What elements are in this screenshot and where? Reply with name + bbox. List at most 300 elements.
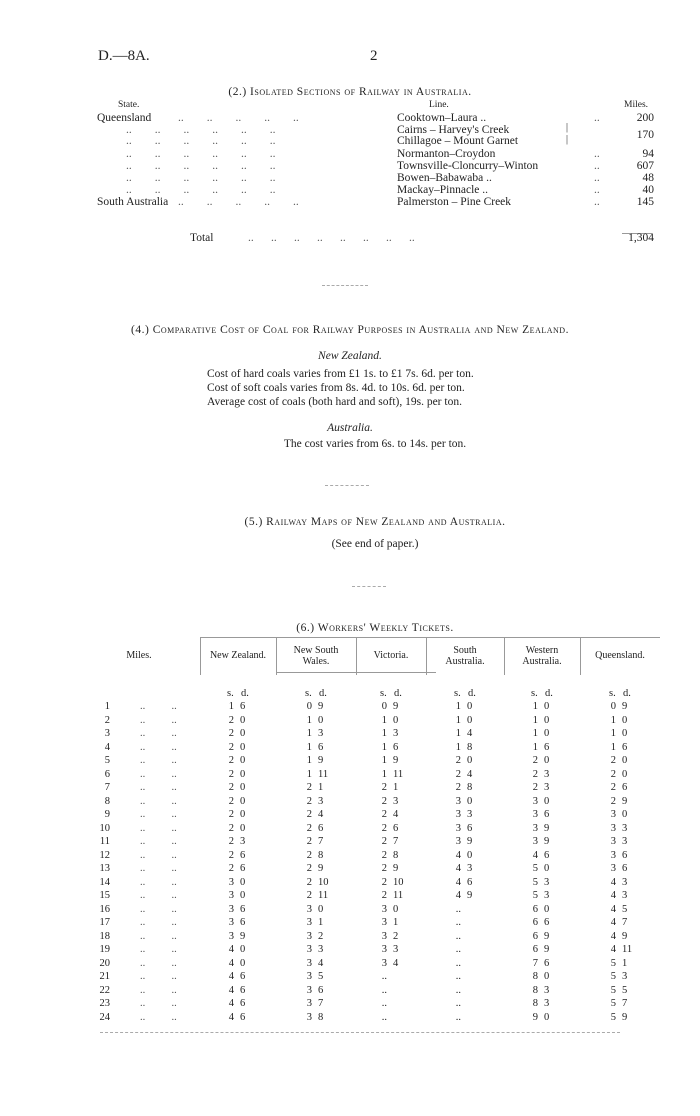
cell-pence: 9: [318, 755, 324, 766]
cell-pence: 0: [544, 715, 550, 726]
unit-pence: d.: [394, 688, 402, 699]
row-leader: .. .. .. .. ..: [178, 112, 299, 124]
cell-pence: 7: [622, 917, 628, 928]
total-leader: .. .. .. .. .. .. .. ..: [248, 232, 415, 244]
cell-pence: 0: [544, 971, 550, 982]
cell-pence: 8: [318, 1012, 324, 1023]
cell-shillings: 3: [532, 809, 538, 820]
row-miles: 94: [642, 148, 654, 160]
cell-shillings: ..: [381, 985, 387, 996]
row-miles: 1: [104, 701, 110, 712]
row-miles: 14: [99, 877, 110, 888]
cell-shillings: 3: [306, 958, 312, 969]
cell-shillings: 4: [610, 944, 616, 955]
cell-pence: 11: [318, 769, 329, 780]
cell-pence: 3: [544, 998, 550, 1009]
cell-shillings: 3: [381, 917, 387, 928]
cell-shillings: 3: [306, 971, 312, 982]
row-leader: .. ..: [140, 904, 177, 915]
cell-shillings: 2: [228, 823, 234, 834]
row-miles: 48: [642, 172, 654, 184]
row-state: South Australia: [97, 196, 169, 208]
row-leader: ..: [594, 196, 600, 208]
cell-pence: 9: [393, 755, 399, 766]
cell-pence: 0: [240, 890, 246, 901]
row-miles: 145: [636, 196, 654, 208]
cell-shillings: 3: [306, 985, 312, 996]
cell-pence: 0: [393, 715, 399, 726]
cell-pence: 0: [240, 769, 246, 780]
cell-pence: 11: [393, 769, 404, 780]
cell-pence: 6: [467, 823, 473, 834]
cell-pence: 3: [393, 796, 399, 807]
row-leader: .. ..: [140, 985, 177, 996]
cell-pence: 3: [393, 944, 399, 955]
cell-shillings: 2: [381, 836, 387, 847]
row-leader: .. .. .. .. .. ..: [126, 172, 276, 184]
ticket-col-header: Western Australia.: [522, 645, 562, 667]
cell-shillings: 9: [532, 1012, 538, 1023]
cell-shillings: 4: [228, 1012, 234, 1023]
cell-shillings: 2: [381, 877, 387, 888]
row-leader: ..: [594, 112, 600, 124]
unit-pence: d.: [468, 688, 476, 699]
row-leader: ..: [594, 160, 600, 172]
cell-pence: 9: [393, 863, 399, 874]
cell-shillings: ..: [455, 958, 461, 969]
cell-shillings: 3: [381, 931, 387, 942]
cell-shillings: 2: [381, 863, 387, 874]
cell-shillings: 2: [228, 769, 234, 780]
cell-pence: 2: [393, 931, 399, 942]
cell-shillings: 8: [532, 971, 538, 982]
cell-shillings: 8: [532, 985, 538, 996]
cell-pence: 3: [318, 944, 324, 955]
cell-shillings: 1: [532, 715, 538, 726]
isolated-sections-title: (2.) Isolated Sections of Railway in Australia.: [228, 86, 472, 98]
cell-shillings: 2: [228, 755, 234, 766]
cell-pence: 5: [622, 904, 628, 915]
cell-shillings: 3: [381, 904, 387, 915]
unit-pence: d.: [319, 688, 327, 699]
unit-shillings: s.: [531, 688, 538, 699]
cell-shillings: 1: [381, 728, 387, 739]
cell-pence: 3: [240, 836, 246, 847]
row-leader: .. ..: [140, 863, 177, 874]
cell-shillings: 3: [306, 931, 312, 942]
row-line: Cairns – Harvey's Creek: [397, 124, 510, 136]
cell-shillings: 2: [228, 728, 234, 739]
cell-shillings: 1: [455, 701, 461, 712]
row-leader: ..: [594, 172, 600, 184]
row-leader: .. ..: [140, 931, 177, 942]
cell-pence: 6: [240, 985, 246, 996]
cell-pence: 6: [544, 742, 550, 753]
cell-shillings: 3: [455, 823, 461, 834]
cell-shillings: 1: [381, 755, 387, 766]
unit-shillings: s.: [305, 688, 312, 699]
cell-pence: 3: [622, 877, 628, 888]
cell-pence: 0: [544, 755, 550, 766]
row-miles: 19: [99, 944, 110, 955]
cell-pence: 9: [467, 890, 473, 901]
cell-shillings: 3: [455, 796, 461, 807]
page-number: 2: [370, 48, 378, 64]
cell-shillings: 2: [381, 782, 387, 793]
unit-shillings: s.: [609, 688, 616, 699]
cell-shillings: 1: [610, 742, 616, 753]
cell-shillings: 2: [306, 850, 312, 861]
row-line: Townsville-Cloncurry–Winton: [397, 160, 539, 172]
cell-pence: 6: [240, 998, 246, 1009]
ticket-col-header: Victoria.: [373, 650, 409, 661]
row-leader: .. ..: [140, 890, 177, 901]
table-bottom-rule: [100, 1032, 620, 1033]
cell-shillings: 4: [228, 985, 234, 996]
railway-maps-note: (See end of paper.): [331, 538, 419, 550]
cell-shillings: 2: [610, 769, 616, 780]
cell-shillings: 2: [610, 796, 616, 807]
cell-pence: 7: [393, 836, 399, 847]
cell-shillings: 4: [455, 890, 461, 901]
unit-shillings: s.: [380, 688, 387, 699]
cell-pence: 0: [240, 877, 246, 888]
row-miles: 16: [99, 904, 110, 915]
cell-shillings: 1: [532, 742, 538, 753]
cell-shillings: 6: [532, 931, 538, 942]
cell-shillings: ..: [455, 904, 461, 915]
row-line: Cooktown–Laura ..: [397, 112, 487, 124]
australia-coal-cost: The cost varies from 6s. to 14s. per ton.: [283, 438, 467, 450]
cell-shillings: 3: [610, 823, 616, 834]
cell-pence: 4: [393, 958, 399, 969]
row-leader: .. .. .. .. .. ..: [126, 124, 276, 136]
cell-shillings: 1: [455, 728, 461, 739]
cell-shillings: 4: [455, 850, 461, 861]
cell-shillings: 2: [455, 782, 461, 793]
cell-shillings: 2: [228, 836, 234, 847]
row-miles: 3: [104, 728, 110, 739]
cell-pence: 10: [318, 877, 329, 888]
cell-pence: 0: [622, 728, 628, 739]
cell-pence: 9: [544, 931, 550, 942]
row-miles: 22: [99, 985, 110, 996]
cell-pence: 7: [318, 836, 324, 847]
cell-shillings: 3: [610, 850, 616, 861]
cell-pence: 0: [467, 755, 473, 766]
cell-pence: 3: [544, 890, 550, 901]
cell-pence: 0: [622, 755, 628, 766]
cell-shillings: 3: [228, 877, 234, 888]
cell-pence: 5: [622, 985, 628, 996]
cell-pence: 1: [393, 782, 399, 793]
cell-shillings: 2: [532, 782, 538, 793]
cell-pence: 6: [622, 782, 628, 793]
table-top-rule: [200, 637, 660, 638]
cell-shillings: 2: [610, 782, 616, 793]
col-miles: Miles.: [126, 650, 152, 661]
cell-pence: 0: [544, 701, 550, 712]
cell-pence: 1: [622, 958, 628, 969]
cell-pence: 7: [318, 998, 324, 1009]
row-leader: .. ..: [140, 701, 177, 712]
cell-pence: 11: [318, 890, 329, 901]
cell-pence: 0: [240, 823, 246, 834]
row-miles: 21: [99, 971, 110, 982]
cell-pence: 9: [544, 823, 550, 834]
ticket-col-header: New South Wales.: [293, 645, 339, 667]
row-miles: 5: [104, 755, 110, 766]
row-leader: .. ..: [140, 850, 177, 861]
cell-shillings: 5: [610, 958, 616, 969]
row-leader: .. ..: [140, 998, 177, 1009]
cell-pence: 6: [240, 1012, 246, 1023]
cell-shillings: 3: [610, 863, 616, 874]
cell-shillings: 1: [381, 769, 387, 780]
cell-shillings: 2: [610, 755, 616, 766]
cell-pence: 9: [240, 931, 246, 942]
cell-pence: 1: [393, 917, 399, 928]
row-miles: 11: [99, 836, 110, 847]
row-miles: 2: [104, 715, 110, 726]
cell-shillings: 1: [610, 715, 616, 726]
cell-pence: 6: [318, 985, 324, 996]
cell-shillings: 1: [306, 728, 312, 739]
cell-shillings: 3: [610, 809, 616, 820]
cell-pence: 0: [544, 728, 550, 739]
cell-pence: 9: [544, 944, 550, 955]
cell-shillings: 3: [532, 796, 538, 807]
row-miles: 4: [104, 742, 110, 753]
cell-shillings: 2: [228, 742, 234, 753]
row-leader: .. ..: [140, 728, 177, 739]
cell-pence: 8: [318, 850, 324, 861]
cell-pence: 6: [240, 701, 246, 712]
row-leader: .. ..: [140, 796, 177, 807]
cell-pence: 6: [240, 863, 246, 874]
cell-shillings: 1: [381, 742, 387, 753]
cell-shillings: 2: [228, 850, 234, 861]
cell-shillings: 3: [381, 944, 387, 955]
cell-pence: 0: [240, 782, 246, 793]
cell-shillings: ..: [455, 931, 461, 942]
cell-shillings: 4: [610, 877, 616, 888]
cell-shillings: 4: [532, 850, 538, 861]
bracket: | |: [566, 122, 569, 145]
cell-pence: 0: [240, 755, 246, 766]
row-miles: 13: [99, 863, 110, 874]
cell-pence: 0: [622, 809, 628, 820]
cell-shillings: ..: [455, 917, 461, 928]
cell-pence: 0: [240, 742, 246, 753]
section-separator: [325, 485, 369, 486]
cell-pence: 6: [393, 823, 399, 834]
row-miles: 24: [99, 1012, 110, 1023]
cell-shillings: 3: [455, 809, 461, 820]
cell-pence: 0: [240, 958, 246, 969]
cell-pence: 9: [622, 701, 628, 712]
cell-pence: 6: [318, 742, 324, 753]
ticket-col-header: South Australia.: [445, 645, 485, 667]
document-reference: D.—8A.: [98, 48, 150, 64]
cell-shillings: 2: [381, 850, 387, 861]
cell-pence: 0: [544, 1012, 550, 1023]
cell-pence: 1: [318, 917, 324, 928]
cell-pence: 8: [467, 742, 473, 753]
ticket-col-header: New Zealand.: [209, 650, 267, 661]
cell-shillings: 2: [455, 769, 461, 780]
row-miles: 9: [104, 809, 110, 820]
row-leader: .. ..: [140, 755, 177, 766]
cell-pence: 6: [240, 904, 246, 915]
total-label: Total: [190, 232, 214, 244]
unit-shillings: s.: [227, 688, 234, 699]
cell-shillings: 0: [381, 701, 387, 712]
col-line-header: Line.: [429, 100, 449, 110]
cell-shillings: ..: [455, 971, 461, 982]
cell-pence: 6: [240, 917, 246, 928]
cell-shillings: 2: [381, 823, 387, 834]
nz-heading: New Zealand.: [318, 350, 382, 362]
cell-pence: 8: [393, 850, 399, 861]
cell-shillings: 4: [228, 998, 234, 1009]
cell-pence: 2: [318, 931, 324, 942]
cell-pence: 0: [240, 728, 246, 739]
cell-pence: 9: [318, 863, 324, 874]
cell-shillings: 5: [610, 985, 616, 996]
cell-pence: 0: [467, 850, 473, 861]
cell-shillings: 6: [532, 904, 538, 915]
section-separator: [352, 586, 386, 587]
cell-shillings: 2: [381, 890, 387, 901]
cell-pence: 6: [544, 917, 550, 928]
cell-pence: 9: [622, 931, 628, 942]
cell-shillings: 2: [306, 796, 312, 807]
row-leader: .. .. .. .. .. ..: [126, 148, 276, 160]
row-leader: .. ..: [140, 715, 177, 726]
cell-pence: 6: [622, 742, 628, 753]
col-miles-header: Miles.: [624, 100, 649, 110]
row-miles: 23: [99, 998, 110, 1009]
cell-shillings: 3: [455, 836, 461, 847]
cell-shillings: 0: [306, 701, 312, 712]
cell-pence: 9: [622, 1012, 628, 1023]
row-miles: 15: [99, 890, 110, 901]
row-leader: .. ..: [140, 809, 177, 820]
cell-pence: 6: [544, 958, 550, 969]
unit-shillings: s.: [454, 688, 461, 699]
cell-pence: 4: [467, 728, 473, 739]
section-separator: [322, 285, 368, 286]
cell-pence: 0: [622, 769, 628, 780]
cell-pence: 3: [622, 823, 628, 834]
cell-pence: 0: [544, 863, 550, 874]
cell-shillings: 2: [306, 782, 312, 793]
cell-pence: 1: [318, 782, 324, 793]
cell-shillings: ..: [455, 998, 461, 1009]
unit-pence: d.: [545, 688, 553, 699]
cell-shillings: 3: [306, 998, 312, 1009]
total-value: 1,304: [628, 232, 654, 244]
row-leader: .. .. .. .. .. ..: [126, 184, 276, 196]
cell-shillings: 3: [228, 931, 234, 942]
cell-shillings: 1: [532, 701, 538, 712]
row-miles: 17: [99, 917, 110, 928]
cell-shillings: 1: [455, 742, 461, 753]
row-leader: ..: [594, 184, 600, 196]
cell-shillings: 2: [228, 796, 234, 807]
cell-shillings: 4: [610, 917, 616, 928]
cell-pence: 9: [393, 701, 399, 712]
ticket-col-header: Queensland.: [595, 650, 645, 661]
cell-pence: 8: [467, 782, 473, 793]
cell-pence: 6: [622, 850, 628, 861]
nz-soft-coal: Cost of soft coals varies from 8s. 4d. to 10s. 6d. per ton.: [207, 382, 465, 394]
cell-pence: 6: [318, 823, 324, 834]
row-line: Palmerston – Pine Creek: [397, 196, 512, 208]
row-miles: 6: [104, 769, 110, 780]
cell-shillings: 2: [381, 809, 387, 820]
cell-shillings: 2: [306, 836, 312, 847]
cell-shillings: 6: [532, 944, 538, 955]
cell-pence: 3: [467, 809, 473, 820]
cell-shillings: 3: [306, 944, 312, 955]
row-miles: 20: [99, 958, 110, 969]
cell-shillings: 3: [228, 917, 234, 928]
cell-pence: 0: [240, 944, 246, 955]
cell-shillings: 1: [455, 715, 461, 726]
cell-shillings: 4: [610, 904, 616, 915]
cell-shillings: 1: [532, 728, 538, 739]
row-leader: ..: [594, 148, 600, 160]
cell-shillings: 2: [228, 809, 234, 820]
cell-pence: 9: [467, 836, 473, 847]
cell-shillings: 2: [228, 863, 234, 874]
cell-shillings: 3: [228, 890, 234, 901]
cell-pence: 6: [544, 809, 550, 820]
cell-shillings: ..: [381, 1012, 387, 1023]
cell-shillings: 3: [381, 958, 387, 969]
cell-shillings: 2: [306, 877, 312, 888]
cell-pence: 6: [393, 742, 399, 753]
cell-shillings: 2: [455, 755, 461, 766]
cell-shillings: 2: [228, 782, 234, 793]
cell-pence: 4: [318, 809, 324, 820]
cell-shillings: 8: [532, 998, 538, 1009]
nz-hard-coal: Cost of hard coals varies from £1 1s. to £1 7s. 6d. per ton.: [207, 368, 474, 380]
cell-pence: 6: [622, 863, 628, 874]
cell-shillings: ..: [455, 985, 461, 996]
row-miles: 40: [642, 184, 654, 196]
cell-pence: 11: [393, 890, 404, 901]
railway-maps-title: (5.) Railway Maps of New Zealand and Australia.: [244, 516, 506, 528]
row-leader: .. ..: [140, 958, 177, 969]
row-miles: 200: [636, 112, 654, 124]
cell-shillings: 3: [532, 823, 538, 834]
cell-pence: 3: [622, 971, 628, 982]
cell-shillings: 4: [228, 971, 234, 982]
cell-pence: 3: [622, 890, 628, 901]
cell-shillings: 4: [455, 863, 461, 874]
cell-pence: 6: [544, 850, 550, 861]
cell-pence: 10: [393, 877, 404, 888]
cell-pence: 4: [393, 809, 399, 820]
cell-pence: 9: [544, 836, 550, 847]
cell-shillings: 5: [532, 877, 538, 888]
row-miles: 12: [99, 850, 110, 861]
cell-pence: 3: [544, 769, 550, 780]
row-line: Chillagoe – Mount Garnet: [397, 135, 519, 147]
